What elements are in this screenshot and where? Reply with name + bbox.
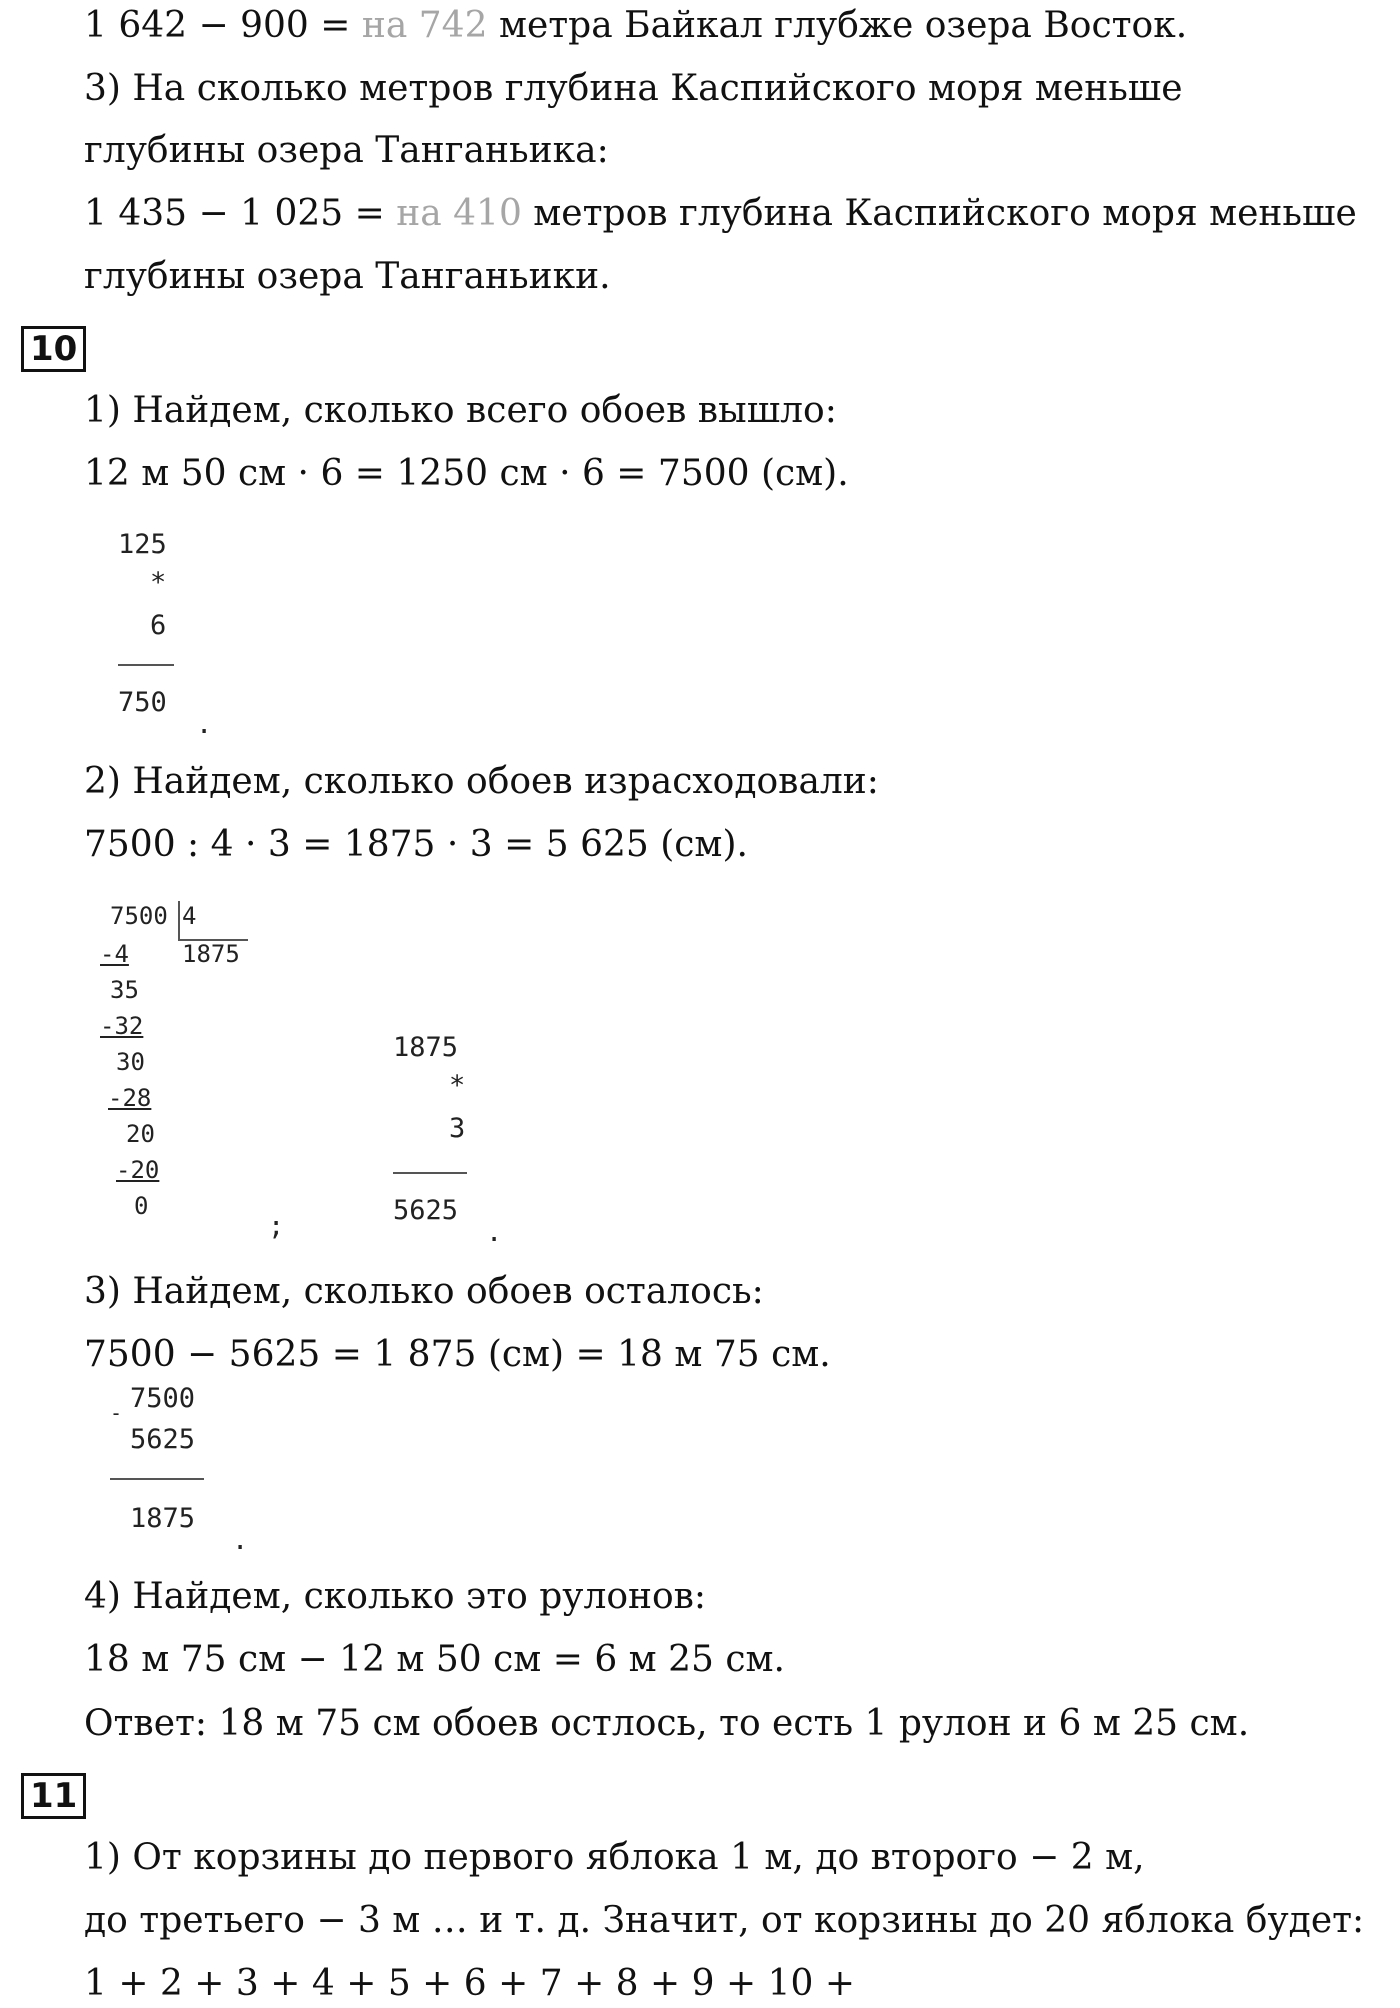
answer-value: на 742 <box>361 5 488 46</box>
multiplicand: 1875 <box>393 1032 459 1063</box>
operator: - <box>110 1401 123 1425</box>
divisor: 4 <box>182 902 197 930</box>
task11-line-2: до третьего − 3 м … и т. д. Значит, от корзины до 20 яблока будет: <box>84 1900 1365 1941</box>
division-step: 20 <box>126 1120 155 1148</box>
minuend: 7500 <box>130 1383 196 1414</box>
task-number-badge: 11 <box>21 1773 86 1819</box>
result-line <box>393 1172 467 1174</box>
division-step: -32 <box>100 1012 144 1040</box>
dividend: 7500 <box>110 902 168 930</box>
operator: * <box>449 1070 466 1101</box>
equation-text: метра Байкал глубже озера Восток. <box>487 5 1188 46</box>
step-1: 1) Найдем, сколько всего обоев вышло: <box>84 390 837 431</box>
end-dot: . <box>196 709 213 740</box>
equation-text: 1 642 − 900 = <box>84 5 362 46</box>
division-step: 30 <box>116 1048 145 1076</box>
difference: 1875 <box>130 1503 196 1534</box>
equation-text: метров глубина Каспийского моря меньше <box>521 193 1357 234</box>
result-line <box>118 664 174 666</box>
task11-line-3: 1 + 2 + 3 + 4 + 5 + 6 + 7 + 8 + 9 + 10 + <box>84 1963 856 2004</box>
equation-caspian-cont: глубины озера Танганьики. <box>84 256 611 297</box>
multiplier: 3 <box>449 1113 466 1144</box>
operator: * <box>150 567 167 598</box>
equation-2: 7500 : 4 · 3 = 1875 · 3 = 5 625 (см). <box>84 824 748 865</box>
division-bar <box>178 901 180 941</box>
multiplier: 6 <box>150 610 167 641</box>
step-2: 2) Найдем, сколько обоев израсходовали: <box>84 761 879 802</box>
quotient: 1875 <box>182 940 240 968</box>
division-step: 35 <box>110 976 139 1004</box>
step-3: 3) Найдем, сколько обоев осталось: <box>84 1271 764 1312</box>
equation-4: 18 м 75 см − 12 м 50 см = 6 м 25 см. <box>84 1639 785 1680</box>
equation-text: 1 435 − 1 025 = <box>84 193 397 234</box>
product: 750 <box>118 687 167 718</box>
end-dot: . <box>486 1217 503 1248</box>
product: 5625 <box>393 1195 459 1226</box>
end-dot: . <box>232 1525 249 1556</box>
subtrahend: 5625 <box>130 1424 196 1455</box>
equation-caspian <box>84 194 1357 234</box>
question-caspian: 3) На сколько метров глубина Каспийского моря меньше <box>84 68 1183 109</box>
task-number-badge: 10 <box>21 326 86 372</box>
question-caspian-cont: глубины озера Танганьика: <box>84 130 609 171</box>
division-step: -28 <box>108 1084 152 1112</box>
division-step: -4 <box>100 940 129 968</box>
multiplicand: 125 <box>118 529 167 560</box>
division-remainder: 0 <box>134 1192 149 1220</box>
result-line <box>110 1478 204 1480</box>
task11-line-1: 1) От корзины до первого яблока 1 м, до второго − 2 м, <box>84 1837 1145 1878</box>
answer-value: на 410 <box>396 193 522 234</box>
equation-baikal <box>84 6 1187 46</box>
division-step: -20 <box>116 1156 160 1184</box>
answer: Ответ: 18 м 75 см обоев остлось, то есть 1 рулон и 6 м 25 см. <box>84 1703 1250 1744</box>
equation-1: 12 м 50 см · 6 = 1250 см · 6 = 7500 (см). <box>84 453 849 494</box>
separator: ; <box>268 1211 285 1242</box>
equation-3: 7500 − 5625 = 1 875 (см) = 18 м 75 см. <box>84 1334 831 1375</box>
step-4: 4) Найдем, сколько это рулонов: <box>84 1576 707 1617</box>
